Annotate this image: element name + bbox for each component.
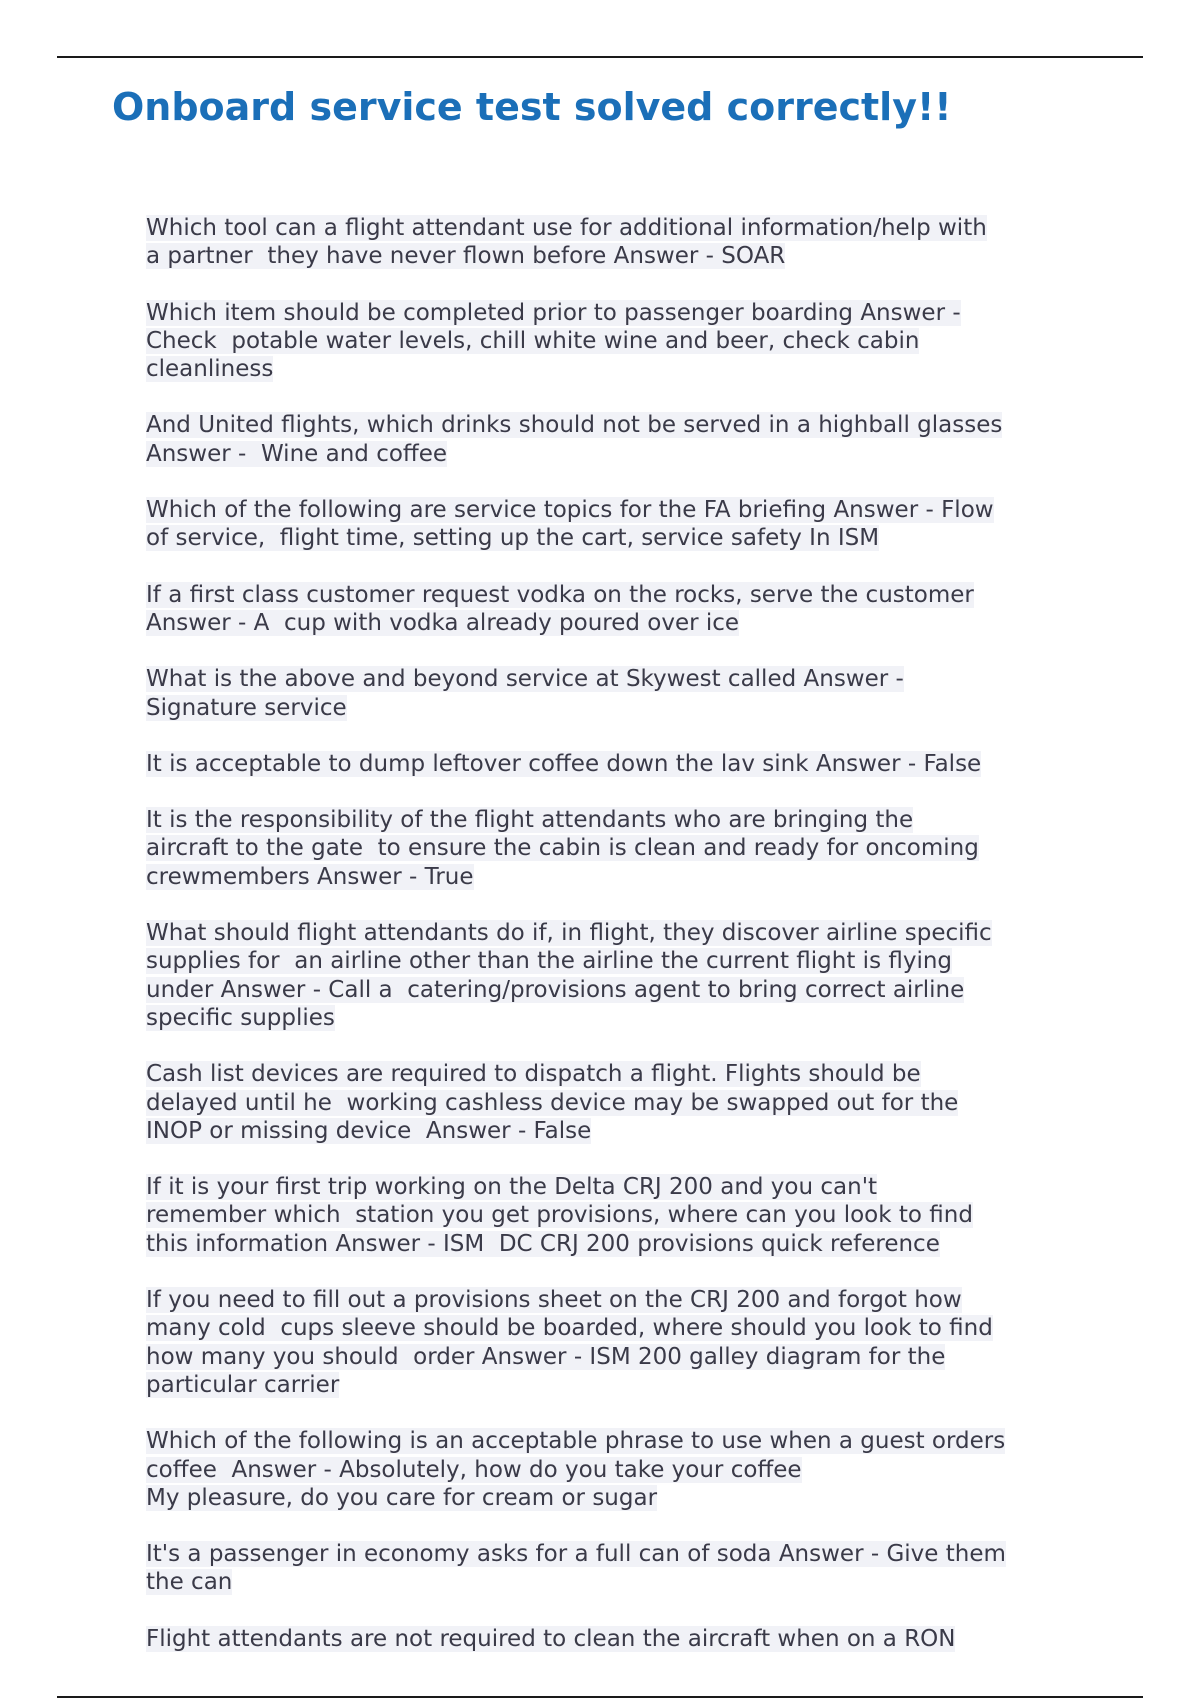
qa-line-text: It is acceptable to dump leftover coffee down the lav sink Answer - False xyxy=(146,750,982,777)
qa-line-text: My pleasure, do you care for cream or sugar xyxy=(146,1484,658,1511)
qa-line-text: particular carrier xyxy=(146,1371,340,1398)
qa-line-text: supplies for an airline other than the airline the current flight is flying xyxy=(146,948,953,975)
qa-line xyxy=(146,863,1076,891)
qa-line xyxy=(146,1484,1076,1512)
qa-item xyxy=(146,214,1076,271)
qa-item xyxy=(146,1427,1076,1512)
bottom-rule xyxy=(57,1696,1143,1698)
qa-item xyxy=(146,496,1076,553)
qa-line xyxy=(146,1004,1076,1032)
qa-line-text: Answer - Wine and coffee xyxy=(146,440,448,467)
qa-line-text: cleanliness xyxy=(146,356,274,383)
qa-line-text: If a first class customer request vodka on the rocks, serve the customer xyxy=(146,581,974,608)
qa-line-text: Which item should be completed prior to passenger boarding Answer - xyxy=(146,299,961,326)
qa-line xyxy=(146,1173,1076,1201)
qa-line xyxy=(146,1089,1076,1117)
qa-line xyxy=(146,496,1076,524)
qa-line-text: And United flights, which drinks should not be served in a highball glasses xyxy=(146,412,1003,439)
qa-line-text: the can xyxy=(146,1569,233,1596)
qa-line xyxy=(146,1568,1076,1596)
qa-line xyxy=(146,1286,1076,1314)
qa-item xyxy=(146,411,1076,468)
qa-line xyxy=(146,1427,1076,1455)
qa-item xyxy=(146,806,1076,891)
qa-line xyxy=(146,440,1076,468)
qa-line-text: It's a passenger in economy asks for a full can of soda Answer - Give them xyxy=(146,1541,1006,1568)
qa-item xyxy=(146,299,1076,384)
qa-line-text: Which of the following is an acceptable phrase to use when a guest orders xyxy=(146,1428,1006,1455)
qa-line-text: remember which station you get provisions, where can you look to find xyxy=(146,1202,973,1229)
qa-item xyxy=(146,665,1076,722)
qa-line-text: What should flight attendants do if, in flight, they discover airline specific xyxy=(146,920,992,947)
qa-line-text: many cold cups sleeve should be boarded, where should you look to find xyxy=(146,1315,993,1342)
qa-line xyxy=(146,947,1076,975)
qa-line-text: Check potable water levels, chill white wine and beer, check cabin xyxy=(146,327,920,354)
qa-line xyxy=(146,1540,1076,1568)
qa-line-text: If it is your first trip working on the Delta CRJ 200 and you can't xyxy=(146,1174,878,1201)
qa-line xyxy=(146,665,1076,693)
qa-line xyxy=(146,411,1076,439)
qa-line-text: aircraft to the gate to ensure the cabin is clean and ready for oncoming xyxy=(146,835,979,862)
qa-line-text: delayed until he working cashless device may be swapped out for the xyxy=(146,1089,959,1116)
qa-line-text: If you need to fill out a provisions sheet on the CRJ 200 and forgot how xyxy=(146,1287,962,1314)
qa-line xyxy=(146,1371,1076,1399)
qa-line-text: What is the above and beyond service at Skywest called Answer - xyxy=(146,666,904,693)
qa-line-text: Cash list devices are required to dispatch a flight. Flights should be xyxy=(146,1061,921,1088)
qa-line xyxy=(146,327,1076,355)
qa-line-text: how many you should order Answer - ISM 200 galley diagram for the xyxy=(146,1343,946,1370)
qa-line-text: It is the responsibility of the flight attendants who are bringing the xyxy=(146,807,914,834)
qa-item xyxy=(146,1286,1076,1399)
qa-line xyxy=(146,524,1076,552)
qa-line xyxy=(146,1060,1076,1088)
qa-item xyxy=(146,581,1076,638)
qa-item xyxy=(146,750,1076,778)
top-rule xyxy=(57,56,1143,58)
qa-line-text: Which of the following are service topics for the FA briefing Answer - Flow xyxy=(146,497,994,524)
qa-line xyxy=(146,299,1076,327)
qa-line xyxy=(146,1456,1076,1484)
qa-line xyxy=(146,976,1076,1004)
qa-line-text: Which tool can a flight attendant use for additional information/help with xyxy=(146,215,987,241)
qa-line xyxy=(146,919,1076,947)
document-title: Onboard service test solved correctly!! xyxy=(112,85,952,129)
qa-line-text: a partner they have never flown before Answer - SOAR xyxy=(146,243,786,270)
qa-line xyxy=(146,834,1076,862)
qa-line-text: of service, flight time, setting up the cart, service safety In ISM xyxy=(146,525,880,552)
qa-line-text: Flight attendants are not required to clean the aircraft when on a RON xyxy=(146,1625,956,1652)
qa-line-text: Answer - A cup with vodka already poured over ice xyxy=(146,609,740,636)
qa-list xyxy=(146,214,1076,1681)
qa-item xyxy=(146,1540,1076,1597)
qa-item xyxy=(146,1173,1076,1258)
qa-line-text: coffee Answer - Absolutely, how do you take your coffee xyxy=(146,1456,802,1483)
qa-line xyxy=(146,1230,1076,1258)
qa-line xyxy=(146,214,1076,242)
qa-line-text: INOP or missing device Answer - False xyxy=(146,1117,592,1144)
qa-item xyxy=(146,1625,1076,1653)
qa-line xyxy=(146,750,1076,778)
qa-line-text: under Answer - Call a catering/provisions agent to bring correct airline xyxy=(146,976,965,1003)
qa-line-text: this information Answer - ISM DC CRJ 200 provisions quick reference xyxy=(146,1230,940,1257)
qa-line xyxy=(146,355,1076,383)
qa-line xyxy=(146,1314,1076,1342)
qa-line xyxy=(146,581,1076,609)
qa-line xyxy=(146,609,1076,637)
qa-line xyxy=(146,1117,1076,1145)
qa-line xyxy=(146,806,1076,834)
qa-line xyxy=(146,694,1076,722)
qa-line xyxy=(146,242,1076,270)
qa-item xyxy=(146,1060,1076,1145)
qa-line xyxy=(146,1343,1076,1371)
qa-line-text: specific supplies xyxy=(146,1004,335,1031)
qa-line xyxy=(146,1201,1076,1229)
qa-item xyxy=(146,919,1076,1032)
qa-line xyxy=(146,1625,1076,1653)
qa-line-text: crewmembers Answer - True xyxy=(146,863,474,890)
qa-line-text: Signature service xyxy=(146,694,347,721)
